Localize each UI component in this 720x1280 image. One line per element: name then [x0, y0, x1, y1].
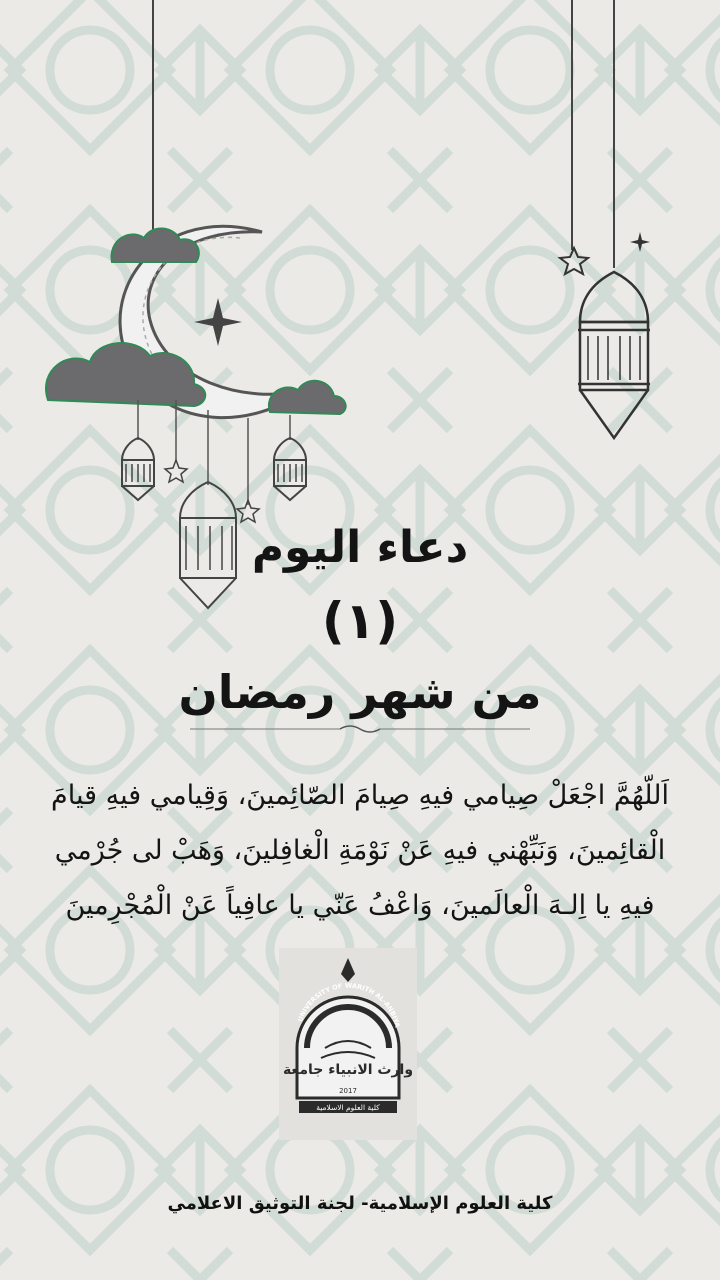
star-icon [560, 248, 588, 274]
title-daily-prayer: دعاء اليوم [251, 522, 469, 573]
title-divider [190, 722, 530, 736]
prayer-text: اَللّهُمَّ اجْعَلْ صِيامي فيهِ صِيامَ الصّائِمينَ، وَقِيامي فيهِ قيامَ الْقائِمينَ، وَنَبِّهْني فيهِ عَنْ نَوْمَةِ الْغافِلينَ، وَهَبْ لى جُرْمي فيهِ يا اِلـهَ الْعالَمينَ، وَاعْفُ عَنّي يا عافِياً عَنْ الْمُجْرِمينَ [51, 780, 669, 921]
cloud-icon [269, 381, 346, 414]
star-icon [630, 232, 650, 252]
title-month: من شهر رمضان [178, 665, 542, 719]
cloud-icon [46, 343, 205, 406]
star-icon [165, 460, 187, 482]
lantern-icon [578, 272, 650, 438]
pen-nib-icon [341, 958, 355, 982]
logo-college-label: كلية العلوم الاسلامية [316, 1103, 380, 1112]
title-day-number: (١) [321, 592, 399, 650]
star-icon [194, 298, 242, 346]
footer-credit: كلية العلوم الإسلامية- لجنة التوثيق الاعلامي [167, 1193, 553, 1214]
logo-arabic-name: وارث الانبياء جامعة [282, 1062, 414, 1078]
university-logo [279, 948, 417, 1140]
lantern-icon [122, 438, 154, 500]
lantern-icon [274, 438, 306, 500]
logo-arc-text: UNIVERSITY OF WARITH AL-ANBIYA [296, 981, 402, 1029]
logo-year: 2017 [339, 1087, 357, 1095]
